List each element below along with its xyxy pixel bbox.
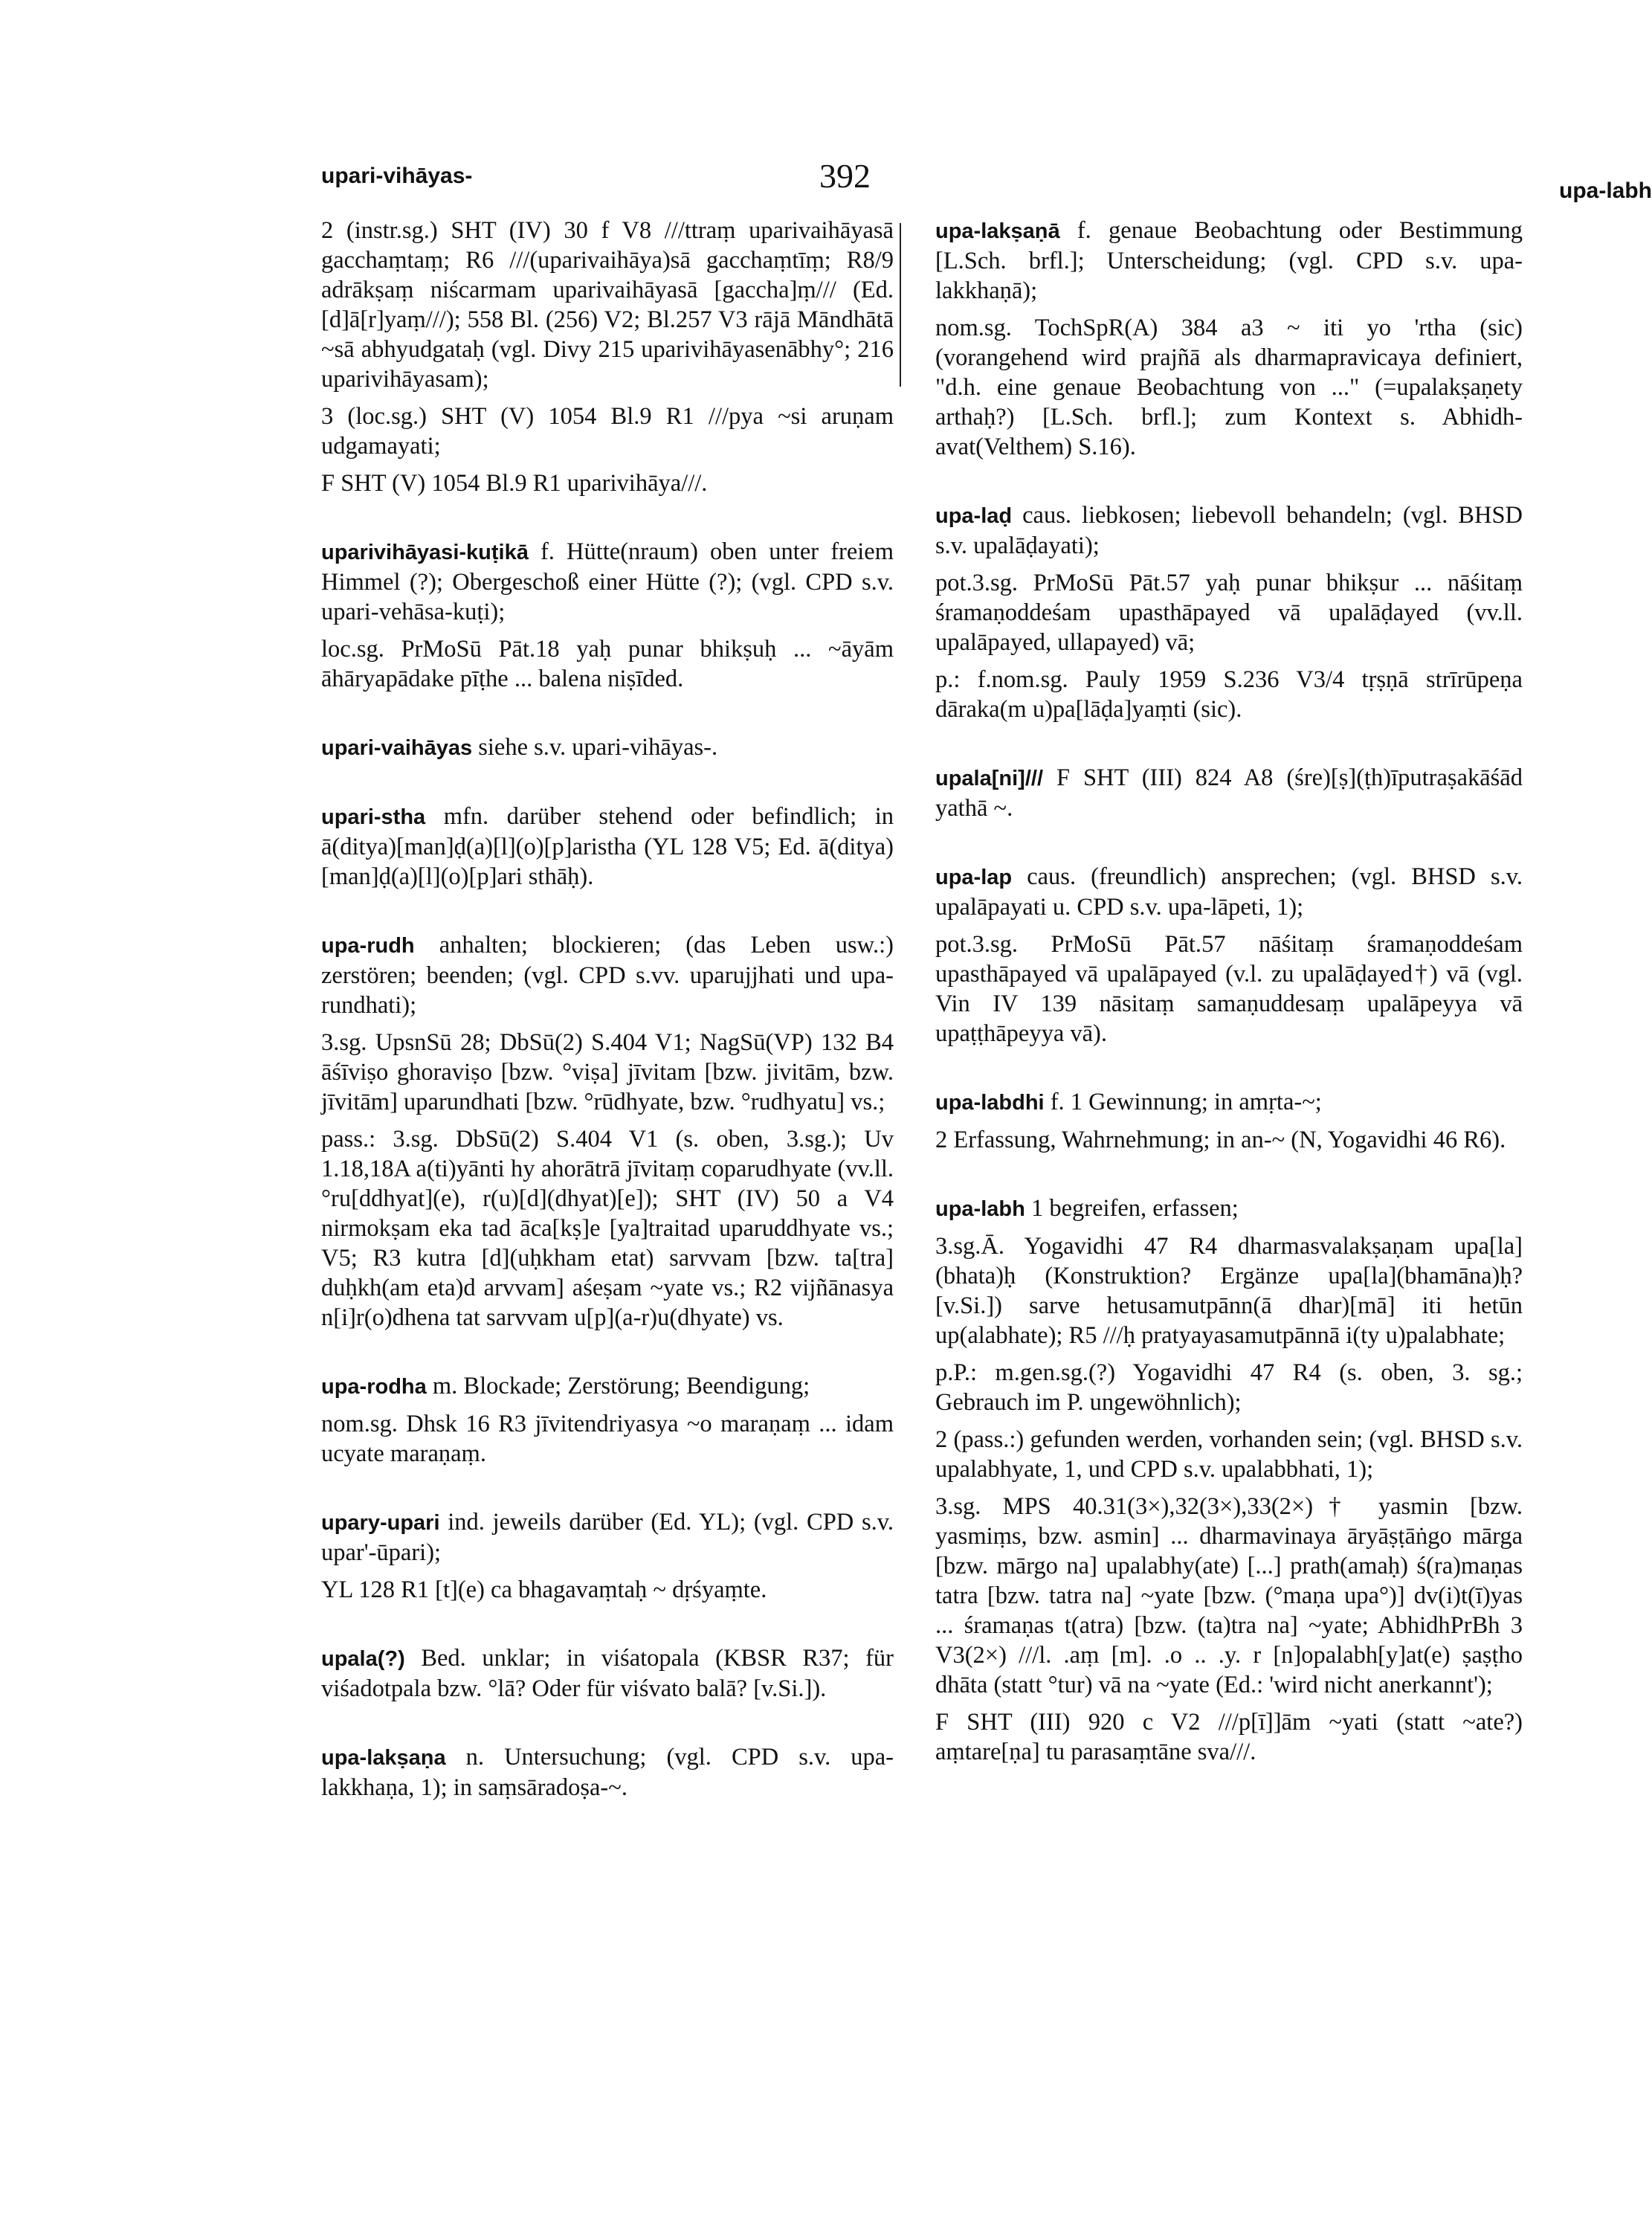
headword: uparivihāyasi-kuṭikā	[321, 541, 529, 564]
headword: upa-laḍ	[935, 504, 1013, 528]
dictionary-entry	[321, 802, 894, 892]
entry-sense: upa-lap caus. (freundlich) ansprechen; (vgl. BHSD s.v. upalāpayati u. CPD s.v. upa-lāpeti, 1);	[935, 863, 1523, 921]
entry-sense: 3.sg. MPS 40.31(3×),32(3×),33(2×)† yasmin [bzw. yasmiṃs, bzw. asmin] ... dharmavinaya āryāṣṭāṅgo mārga [bzw. mārgo na] upalabhy(ate) [...] prath(amaḥ) ś(ra)maṇas tatra [bzw. tatra na] ~yate [bzw. (°maṇa upa°)] dv(i)t(ī)yas ... śramaṇas t(atra) [bzw. (ta)tra na] ~yate; AbhidhPrBh 3 V3(2×) ///l. .aṃ [m]. .o .. .y. r [n]opalabh[y]at(e) ṣaṣṭho dhāta (statt °tur) vā na ~yate (Ed.: 'wird nicht anerkannt');	[935, 1493, 1523, 1698]
entry-sense: pot.3.sg. PrMoSū Pāt.57 yaḥ punar bhikṣur ... nāśitaṃ śramaṇoddeśam upasthāpayed vā upalāḍayed (vv.ll. upalāpayed, ullapayed) vā;	[935, 570, 1523, 656]
dictionary-entry	[935, 862, 1523, 1048]
entry-sense: upary-upari ind. jeweils darüber (Ed. YL); (vgl. CPD s.v. upar'-ūpari);	[321, 1509, 894, 1566]
entry-sense: 2 Erfassung, Wahrnehmung; in an-~ (N, Yogavidhi 46 R6).	[935, 1127, 1506, 1153]
headword: upa-lakṣaṇa	[321, 1746, 446, 1770]
dictionary-entry	[935, 1087, 1523, 1155]
dictionary-entry	[321, 216, 894, 498]
entry-sense: nom.sg. Dhsk 16 R3 jīvitendriyasya ~o maraṇaṃ ... idam ucyate maraṇaṃ.	[321, 1411, 894, 1467]
running-head-right: upa-labh	[1559, 178, 1652, 203]
dictionary-entry	[321, 930, 894, 1333]
dictionary-entry	[935, 216, 1523, 462]
headword: upa-lakṣaṇā	[935, 219, 1060, 243]
entry-sense: 2 (instr.sg.) SHT (IV) 30 f V8 ///ttraṃ uparivaihāyasā gacchaṃtaṃ; R6 ///(uparivaihāya)sā gacchaṃtīṃ; R8/9 adrākṣaṃ niścarmam uparivaihāyasā [gaccha]ṃ/// (Ed. [d]ā[r]yaṃ///); 558 Bl. (256) V2; Bl.257 V3 rājā Māndhātā ~sā abhyudgataḥ (vgl. Divy 215 uparivihāyasenābhy°; 216 uparivihāyasam);	[321, 217, 894, 393]
entry-sense: upari-vaihāyas siehe s.v. upari-vihāyas-.	[321, 734, 718, 761]
column-divider	[900, 223, 901, 387]
entry-sense: upari-stha mfn. darüber stehend oder befindlich; in ā(ditya)[man]ḍ(a)[l](o)[p]aristha (YL 128 V5; Ed. ā(ditya)[man]ḍ(a)[l](o)[p]ari sthāḥ).	[321, 803, 894, 890]
headword: upari-vaihāyas	[321, 736, 473, 760]
running-head-left: upari-vihāyas-	[321, 164, 473, 188]
entry-sense: upala(?) Bed. unklar; in viśatopala (KBSR R37; für viśadotpala bzw. °lā? Oder für viśvato balā? [v.Si.]).	[321, 1645, 894, 1702]
entry-sense: 3.sg.Ā. Yogavidhi 47 R4 dharmasvalakṣaṇam upa[la](bhata)ḥ (Konstruktion? Ergänze upa[la](bhamāna)ḥ? [v.Si.]) sarve hetusamutpānn(ā dhar)[mā] iti hetūn up(alabhate); R5 ///ḥ pratyayasamutpānnā i(ty u)palabhate;	[935, 1233, 1523, 1349]
entry-sense: F SHT (III) 920 c V2 ///p[ī]]ām ~yati (statt ~ate?) aṃtare[ṇa] tu parasaṃtāne sva///.	[935, 1709, 1523, 1765]
entry-sense: upa-labh 1 begreifen, erfassen;	[935, 1195, 1239, 1222]
entry-sense: pass.: 3.sg. DbSū(2) S.404 V1 (s. oben, 3.sg.); Uv 1.18,18A a(ti)yānti hy ahorātrā jīvitaṃ coparudhyate (vv.ll. °ru[ddhyat](e), r(u)[d](dhyat)[e]); SHT (IV) 50 a V4 nirmokṣam eka tad āca[kṣ]e [ya]traitad uparuddhyate vs.; V5; R3 kutra [d](uḥkham etat) sarvvam [bzw. ta[tra] duḥkh(am eta)d arvvam] aśeṣam ~yate vs.; R2 vijñānasya n[i]r(o)dhena tat sarvvam u[p](a-r)u(dhyate) vs.	[321, 1126, 894, 1331]
entry-sense: upa-lakṣaṇa n. Untersuchung; (vgl. CPD s.v. upa-lakkhaṇa, 1); in saṃsāradoṣa-~.	[321, 1744, 894, 1801]
dictionary-entry	[321, 1371, 894, 1469]
headword: upa-rodha	[321, 1375, 427, 1399]
entry-sense: p.P.: m.gen.sg.(?) Yogavidhi 47 R4 (s. oben, 3. sg.; Gebrauch im P. ungewöhnlich);	[935, 1359, 1523, 1416]
entry-sense: upa-rodha m. Blockade; Zerstörung; Beendigung;	[321, 1373, 810, 1399]
entry-sense: nom.sg. TochSpR(A) 384 a3 ~ iti yo 'rtha (sic) (vorangehend wird prajñā als dharmapravicaya definiert, "d.h. eine genaue Beobachtung von ..." (=upalakṣaṇety arthaḥ?) [L.Sch. brfl.]; zum Kontext s. Abhidh-avat(Velthem) S.16).	[935, 315, 1523, 460]
dictionary-entry	[935, 763, 1523, 823]
page-number: 392	[819, 157, 871, 195]
entry-sense: pot.3.sg. PrMoSū Pāt.57 nāśitaṃ śramaṇoddeśam upasthāpayed vā upalāpayed (v.l. zu upalāḍayed†) vā (vgl. Vin IV 139 nāsitaṃ samaṇuddesaṃ upalāpeyya vā upaṭṭhāpeyya vā).	[935, 931, 1523, 1047]
page-header	[321, 156, 1652, 208]
entry-sense: upala[ni]/// F SHT (III) 824 A8 (śre)[ṣ](ṭh)īputraṣakāśād yathā ~.	[935, 764, 1523, 822]
dictionary-entry	[321, 1643, 894, 1704]
entry-sense: upa-rudh anhalten; blockieren; (das Leben usw.:) zerstören; beenden; (vgl. CPD s.vv. uparujjhati und upa-rundhati);	[321, 932, 894, 1019]
dictionary-entry	[935, 1193, 1523, 1767]
entry-sense: upa-laḍ caus. liebkosen; liebevoll behandeln; (vgl. BHSD s.v. upalāḍayati);	[935, 502, 1523, 559]
entry-sense: 3.sg. UpsnSū 28; DbSū(2) S.404 V1; NagSū(VP) 132 B4 āśīviṣo ghoraviṣo [bzw. °viṣa] jīvitam [bzw. jivitām, bzw. jīvitām] uparundhati [bzw. °rūdhyate, bzw. °rudhyatu] vs.;	[321, 1029, 894, 1115]
headword: upa-labdhi	[935, 1091, 1045, 1115]
right-column	[935, 216, 1523, 1805]
entry-sense: YL 128 R1 [t](e) ca bhagavaṃtaḥ ~ dṛśyaṃte.	[321, 1576, 767, 1603]
entry-sense: uparivihāyasi-kuṭikā f. Hütte(nraum) oben unter freiem Himmel (?); Obergeschoß einer Hütte (?); (vgl. CPD s.v. upari-vehāsa-kuṭi);	[321, 538, 894, 625]
dictionary-entry	[321, 1742, 894, 1803]
dictionary-entry	[321, 1507, 894, 1605]
entry-sense: 2 (pass.:) gefunden werden, vorhanden sein; (vgl. BHSD s.v. upalabhyate, 1, und CPD s.v. upalabbhati, 1);	[935, 1426, 1523, 1483]
entry-sense: loc.sg. PrMoSū Pāt.18 yaḥ punar bhikṣuḥ ... ~āyām āhāryapādake pīṭhe ... balena niṣīded.	[321, 636, 894, 692]
headword: upari-stha	[321, 805, 426, 829]
entry-sense: F SHT (V) 1054 Bl.9 R1 uparivihāya///.	[321, 470, 708, 497]
dictionary-entry	[321, 732, 894, 763]
dictionary-entry	[321, 537, 894, 694]
dictionary-entry	[935, 500, 1523, 724]
headword: upala[ni]///	[935, 767, 1043, 790]
headword: upa-lap	[935, 866, 1013, 889]
headword: upary-upari	[321, 1511, 440, 1535]
left-column	[321, 216, 894, 1841]
headword: upala(?)	[321, 1647, 405, 1671]
entry-sense: p.: f.nom.sg. Pauly 1959 S.236 V3/4 tṛṣṇā strīrūpeṇa dāraka(m u)pa[lāḍa]yaṃti (sic).	[935, 666, 1523, 723]
entry-sense: upa-lakṣaṇā f. genaue Beobachtung oder Bestimmung [L.Sch. brfl.]; Unterscheidung; (vgl. CPD s.v. upa-lakkhaṇā);	[935, 217, 1523, 304]
entry-sense: upa-labdhi f. 1 Gewinnung; in amṛta-~;	[935, 1089, 1322, 1115]
headword: upa-labh	[935, 1197, 1025, 1221]
headword: upa-rudh	[321, 934, 415, 958]
entry-sense: 3 (loc.sg.) SHT (V) 1054 Bl.9 R1 ///pya ~si aruṇam udgamayati;	[321, 403, 894, 460]
